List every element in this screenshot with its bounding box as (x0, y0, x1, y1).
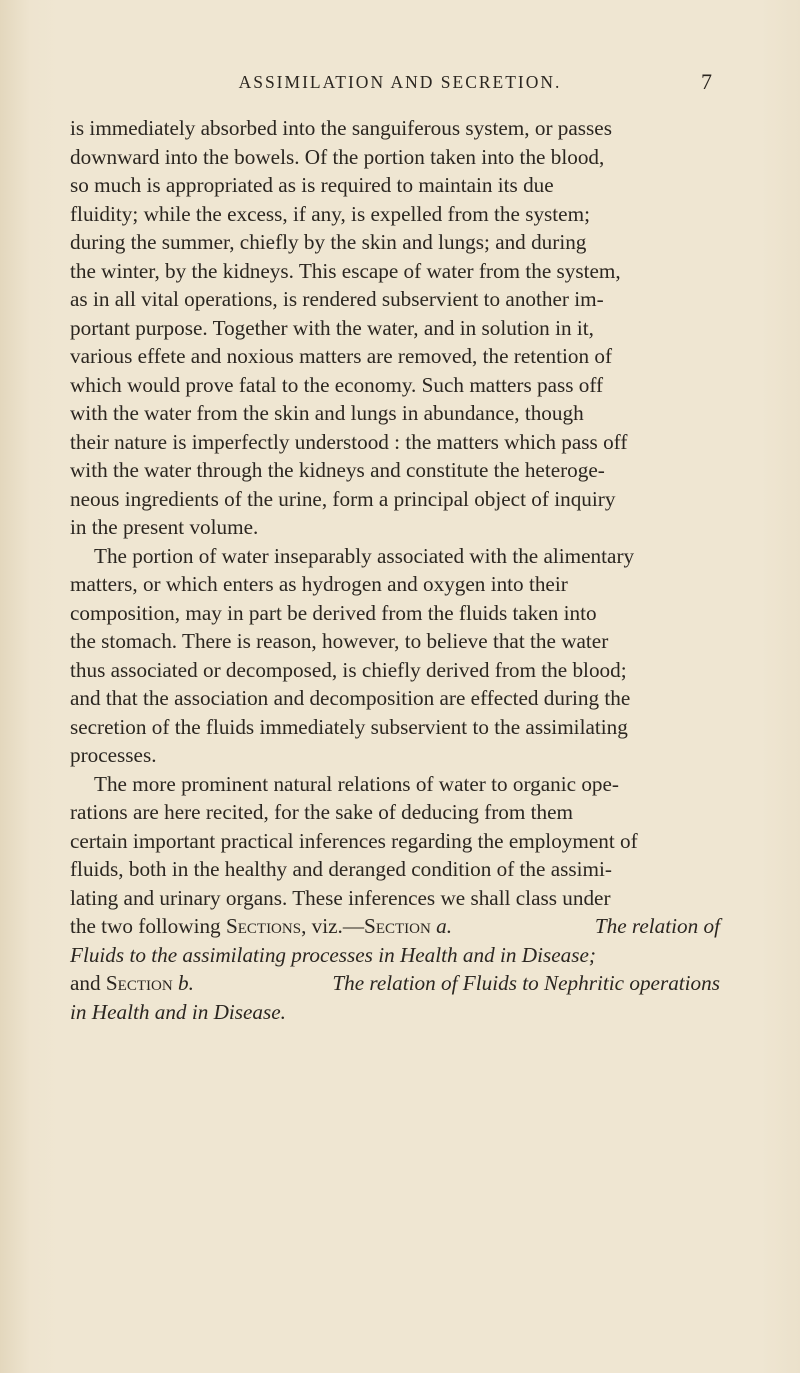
line-text: their nature is imperfectly understood : the matters which pass off (70, 429, 628, 454)
line-text: which would prove fatal to the economy. Such matters pass off (70, 372, 604, 397)
line-text: composition, may in part be derived from the fluids taken into (70, 600, 597, 625)
text-line (70, 114, 720, 143)
line-text: is immediately absorbed into the sanguiferous system, or passes (70, 116, 612, 140)
text-line (70, 912, 720, 941)
text-line (70, 770, 720, 799)
text-line (70, 200, 720, 229)
italic-text: in Health and in Disease. (70, 999, 286, 1024)
text-line (70, 684, 720, 713)
text-line (70, 656, 720, 685)
line-text: The more prominent natural relations of water to organic ope- (94, 771, 619, 796)
line-text: lating and urinary organs. These inferences we shall class under (70, 885, 611, 910)
text-line (70, 969, 720, 998)
small-caps-sections: Sections (225, 914, 302, 938)
line-text: in the present volume. (70, 515, 259, 539)
small-caps-section: Section (364, 914, 431, 938)
text-line (70, 456, 720, 485)
text-line (70, 485, 720, 514)
plain-text: and (70, 971, 106, 995)
text-line (70, 941, 720, 970)
text-line (70, 314, 720, 343)
line-text: so much is appropriated as is required to maintain its due (70, 173, 554, 197)
line-text: downward into the bowels. Of the portion taken into the blood, (70, 144, 605, 169)
body-text (70, 114, 720, 1026)
text-line (70, 228, 720, 257)
line-text-part (70, 912, 452, 941)
line-text: The portion of water inseparably associated with the alimentary (94, 543, 635, 568)
text-line (70, 143, 720, 172)
text-line (70, 371, 720, 400)
page-number: 7 (701, 69, 712, 94)
text-line (70, 570, 720, 599)
text-line (70, 285, 720, 314)
running-head (0, 69, 800, 102)
text-line (70, 599, 720, 628)
italic-text: Fluids to the assimilating processes in Health and in Disease; (70, 942, 596, 967)
running-title: ASSIMILATION AND SECRETION. (238, 72, 562, 92)
text-line (70, 257, 720, 286)
plain-text: , viz.— (301, 914, 365, 938)
line-text: with the water through the kidneys and constitute the heteroge- (70, 458, 605, 482)
text-line (70, 855, 720, 884)
text-line (70, 542, 720, 571)
line-text: fluidity; while the excess, if any, is expelled from the system; (70, 201, 590, 226)
plain-text: the two following (70, 914, 226, 938)
text-line (70, 998, 720, 1027)
line-text: with the water from the skin and lungs in abundance, though (70, 401, 584, 425)
text-line (70, 399, 720, 428)
section-letter: b. (172, 971, 194, 995)
line-text: matters, or which enters as hydrogen and oxygen into their (70, 572, 568, 596)
line-text: fluids, both in the healthy and deranged condition of the assimi- (70, 857, 612, 881)
text-line (70, 713, 720, 742)
text-line (70, 627, 720, 656)
line-text: thus associated or decomposed, is chiefly derived from the blood; (70, 657, 627, 682)
text-line (70, 884, 720, 913)
line-text: secretion of the fluids immediately subservient to the assimilating (70, 714, 628, 739)
line-text: certain important practical inferences regarding the employment of (70, 828, 638, 853)
italic-text: The relation of (594, 914, 720, 938)
section-letter: a. (430, 914, 453, 938)
line-text: processes. (70, 743, 157, 767)
line-text: various effete and noxious matters are removed, the retention of (70, 344, 613, 368)
text-line (70, 342, 720, 371)
line-text-part (70, 969, 194, 998)
italic-text: The relation of Fluids to Nephritic operations (332, 971, 720, 995)
line-text: the winter, by the kidneys. This escape of water from the system, (70, 258, 621, 283)
text-line (70, 798, 720, 827)
line-text: during the summer, chiefly by the skin and lungs; and during (70, 230, 587, 254)
line-text: as in all vital operations, is rendered subservient to another im- (70, 287, 604, 311)
line-text: the stomach. There is reason, however, to believe that the water (70, 629, 609, 653)
line-text: and that the association and decomposition are effected during the (70, 686, 631, 710)
text-line (70, 513, 720, 542)
text-line (70, 741, 720, 770)
text-line (70, 171, 720, 200)
text-line (70, 827, 720, 856)
line-text: rations are here recited, for the sake of deducing from them (70, 800, 573, 824)
small-caps-section: Section (105, 971, 173, 995)
text-line (70, 428, 720, 457)
line-text: neous ingredients of the urine, form a principal object of inquiry (70, 486, 616, 511)
line-text: portant purpose. Together with the water, and in solution in it, (70, 315, 594, 340)
